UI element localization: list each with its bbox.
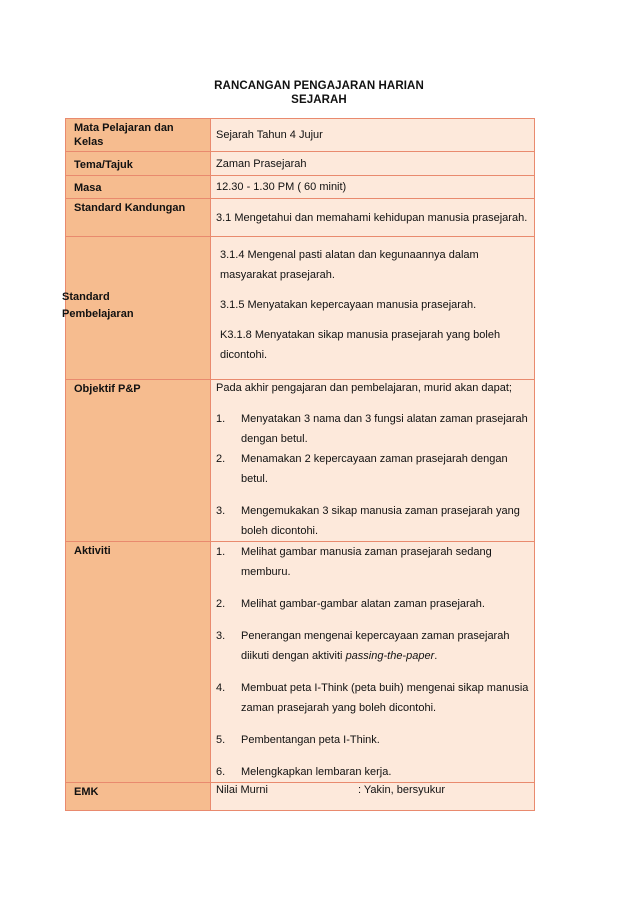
document-subject: SEJARAH — [291, 94, 347, 106]
objektif-item: 2. Menamakan 2 kepercayaan zaman prasejarah dengan betul. — [216, 453, 508, 485]
row-standard-pembelajaran — [66, 237, 535, 380]
objektif-intro: Pada akhir pengajaran dan pembelajaran, murid akan dapat; — [216, 382, 512, 394]
row-tema — [66, 152, 535, 176]
objektif-list — [216, 409, 532, 541]
aktiviti-item: 4. Membuat peta I-Think (peta buih) mengenai sikap manusia zaman prasejarah yang boleh dicontohi. — [216, 682, 529, 714]
standard-pembelajaran-item: K3.1.8 Menyatakan sikap manusia prasejarah yang boleh dicontohi. — [220, 329, 501, 361]
value-tema: Zaman Prasejarah — [216, 157, 307, 170]
label-standard-pembelajaran-2: Pembelajaran — [62, 308, 134, 320]
label-mata-pelajaran: Mata Pelajaran dan Kelas — [66, 119, 211, 152]
row-aktiviti — [66, 542, 535, 783]
document-title: RANCANGAN PENGAJARAN HARIAN — [214, 80, 424, 92]
aktiviti-item: 5. Pembentangan peta I-Think. — [216, 734, 380, 746]
label-emk: EMK — [66, 783, 211, 811]
row-emk — [66, 783, 535, 811]
value-masa: 12.30 - 1.30 PM ( 60 minit) — [216, 181, 347, 193]
row-standard-kandungan — [66, 199, 535, 237]
label-standard-pembelajaran-1: Standard — [62, 291, 110, 303]
label-tema: Tema/Tajuk — [74, 158, 133, 171]
objektif-item: 3. Mengemukakan 3 sikap manusia zaman prasejarah yang boleh dicontohi. — [216, 505, 520, 537]
aktiviti-item: 3. Penerangan mengenai kepercayaan zaman prasejarah diikuti dengan aktiviti passing-the-paper. — [216, 630, 510, 662]
standard-pembelajaran-item: 3.1.4 Mengenal pasti alatan dan kegunaannya dalam masyarakat prasejarah. — [220, 249, 479, 281]
aktiviti-list — [216, 542, 532, 782]
objektif-item: 1. Menyatakan 3 nama dan 3 fungsi alatan zaman prasejarah dengan betul. — [216, 413, 528, 445]
standard-pembelajaran-item: 3.1.5 Menyatakan kepercayaan manusia prasejarah. — [220, 299, 477, 311]
row-objektif — [66, 380, 535, 542]
lesson-plan-table — [62, 118, 535, 811]
emk-value: : Yakin, bersyukur — [358, 784, 446, 796]
label-aktiviti: Aktiviti — [66, 542, 211, 783]
aktiviti-item: 2. Melihat gambar-gambar alatan zaman prasejarah. — [216, 598, 485, 610]
aktiviti-item: 1. Melihat gambar manusia zaman prasejarah sedang memburu. — [216, 546, 492, 578]
row-mata-pelajaran — [66, 119, 535, 152]
label-objektif: Objektif P&P — [66, 380, 211, 542]
value-mata-pelajaran: Sejarah Tahun 4 Jujur — [216, 129, 323, 141]
row-masa — [66, 176, 535, 199]
label-masa: Masa — [74, 182, 102, 194]
aktiviti-item: 6. Melengkapkan lembaran kerja. — [216, 766, 392, 778]
emk-key: Nilai Murni — [216, 784, 268, 796]
label-standard-kandungan: Standard Kandungan — [66, 199, 211, 237]
value-standard-kandungan: 3.1 Mengetahui dan memahami kehidupan manusia prasejarah. — [216, 211, 528, 224]
